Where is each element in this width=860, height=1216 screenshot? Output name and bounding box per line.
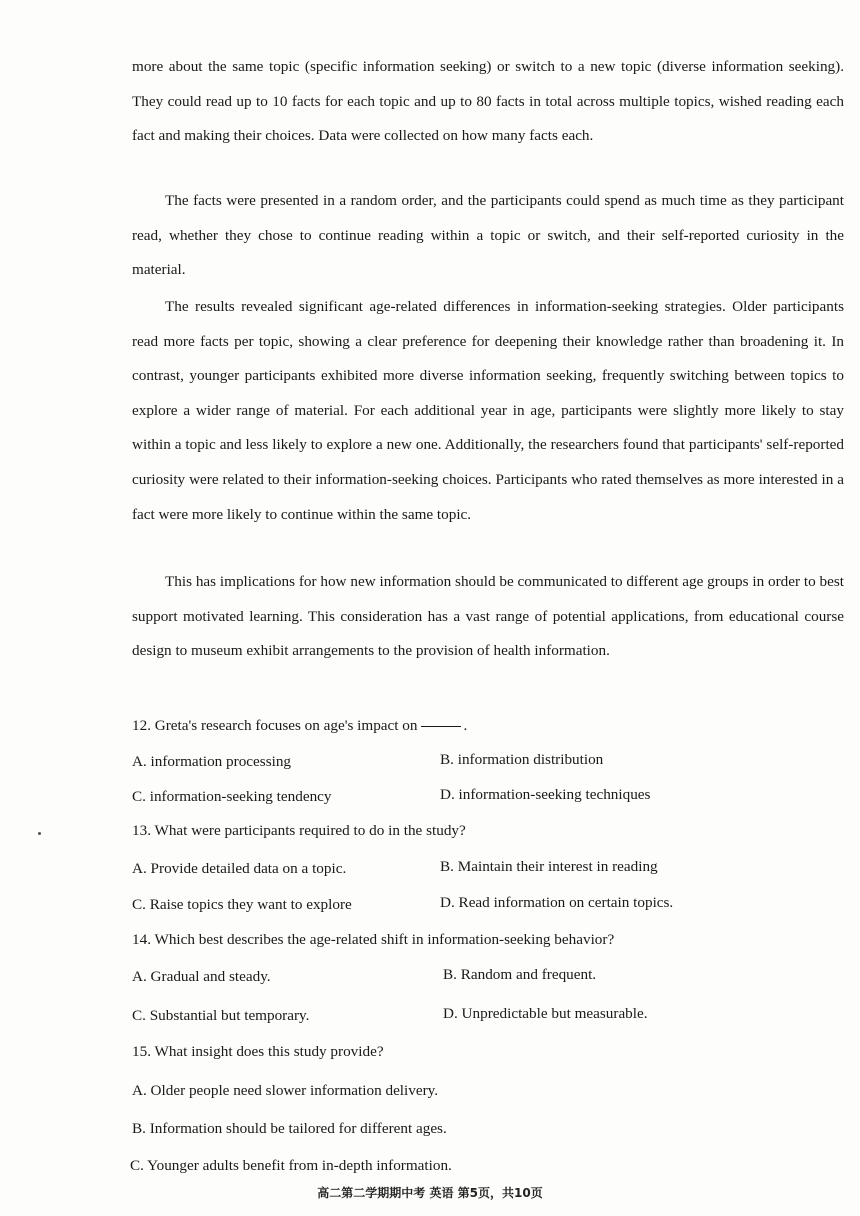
question-12-text: 12. Greta's research focuses on age's impact on — [132, 717, 418, 734]
q14-option-a: A. Gradual and steady. — [132, 968, 271, 985]
scan-speck — [38, 832, 41, 835]
question-12-end: . — [463, 717, 468, 734]
q12-option-c: C. information-seeking tendency — [132, 788, 332, 805]
q12-option-a: A. information processing — [132, 753, 292, 770]
question-15-stem: 15. What insight does this study provide? — [132, 1043, 384, 1060]
q14-option-b: B. Random and frequent. — [443, 966, 597, 983]
passage-paragraph-3: The results revealed significant age-related differences in information-seeking strategies. Older participants read more facts per topic, showing a clear preference for deepening their knowledge rather than broadening it. In contrast, younger participants exhibited more diverse information seeking, frequently switching between topics to explore a wider range of material. For each additional year in age, participants were slightly more likely to stay within a topic and less likely to explore a new one. Additionally, the researchers found that participants' self-reported curiosity were related to their information-seeking choices. Participants who rated themselves as more interested in a fact were more likely to continue within the same topic. — [132, 298, 844, 523]
q13-option-a: A. Provide detailed data on a topic. — [132, 860, 347, 877]
q13-option-c: C. Raise topics they want to explore — [132, 896, 352, 913]
passage-paragraph-2: The facts were presented in a random order, and the participants could spend as much time as they participant read, whether they chose to continue reading within a topic or switch, and their self-reported curiosity in the material. — [132, 192, 844, 279]
q15-option-c: C. Younger adults benefit from in-depth information. — [130, 1157, 452, 1174]
q15-option-b: B. Information should be tailored for different ages. — [132, 1120, 447, 1137]
question-12-stem — [132, 717, 467, 735]
q14-option-d: D. Unpredictable but measurable. — [443, 1005, 648, 1022]
q15-option-a: A. Older people need slower information delivery. — [132, 1082, 439, 1099]
q14-option-c: C. Substantial but temporary. — [132, 1007, 310, 1024]
q12-option-d: D. information-seeking techniques — [440, 786, 651, 803]
question-13-stem: 13. What were participants required to do in the study? — [132, 822, 466, 839]
passage-paragraph-1: more about the same topic (specific information seeking) or switch to a new topic (diverse information seeking). They could read up to 10 facts for each topic and up to 80 facts in total across multiple topics, wished reading each fact and making their choices. Data were collected on how many facts each. — [132, 58, 844, 145]
passage-paragraph-4: This has implications for how new information should be communicated to different age groups in order to best support motivated learning. This consideration has a vast range of potential applications, from educational course design to museum exhibit arrangements to the provision of health information. — [132, 573, 844, 660]
page-footer: 高二第二学期期中考 英语 第5页，共10页 — [317, 1186, 543, 1200]
q13-option-b: B. Maintain their interest in reading — [440, 858, 658, 875]
q12-option-b: B. information distribution — [440, 751, 604, 768]
q13-option-d: D. Read information on certain topics. — [440, 894, 674, 911]
answer-blank — [421, 726, 461, 727]
question-14-stem: 14. Which best describes the age-related shift in information-seeking behavior? — [132, 931, 615, 948]
